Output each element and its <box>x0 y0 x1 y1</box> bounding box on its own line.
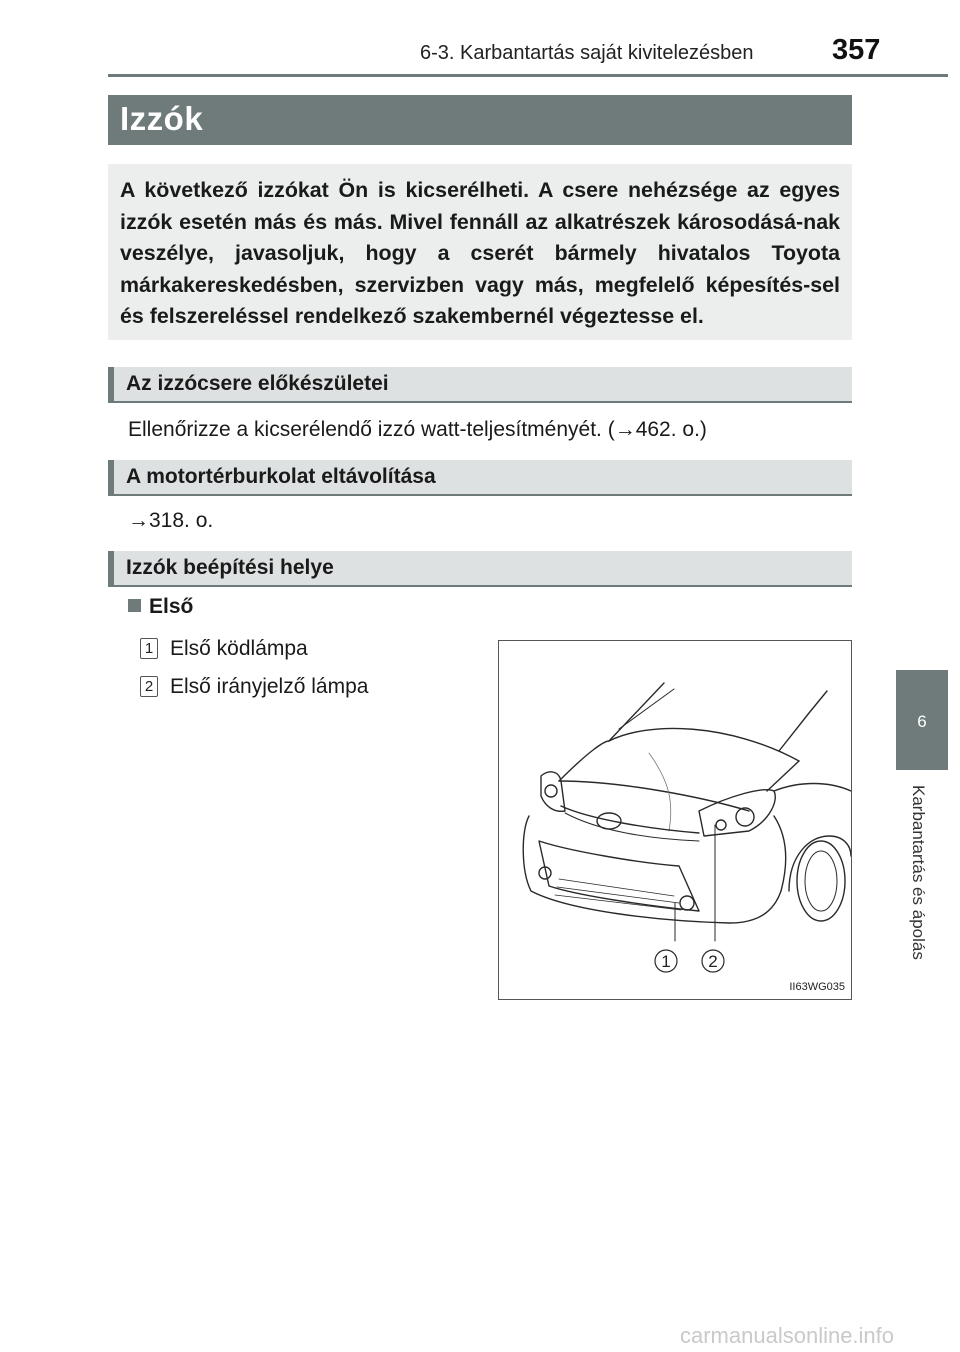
section-marker <box>108 551 114 585</box>
section-heading-bulb-locations <box>108 551 852 587</box>
chapter-side-label <box>908 785 938 995</box>
square-bullet-icon <box>128 599 141 612</box>
callout-label: 1 <box>661 952 671 971</box>
watermark: carmanualsonline.info <box>680 1323 895 1348</box>
preparation-text: Ellenőrizze a kicserélendő izzó watt-teljesítményét. (→462. o.) <box>128 418 707 441</box>
intro-box <box>108 164 852 340</box>
number-badge: 1 <box>140 638 158 659</box>
section-title: Az izzócsere előkészületei <box>126 372 389 395</box>
section-heading-preparation <box>108 367 852 403</box>
car-front-drawing <box>499 641 851 999</box>
chapter-number: 6 <box>917 712 927 731</box>
figure-code: II63WG035 <box>789 981 845 993</box>
section-title: Izzók beépítési helye <box>126 556 334 579</box>
list-item-label: Első ködlámpa <box>170 637 308 660</box>
section-marker <box>108 367 114 401</box>
front-subheading <box>128 595 193 619</box>
car-front-illustration <box>498 640 852 1000</box>
list-item-label: Első irányjelző lámpa <box>170 675 369 698</box>
chapter-tab <box>896 670 948 770</box>
header-rule <box>108 74 948 77</box>
section-title: A motortérburkolat eltávolítása <box>126 465 436 488</box>
intro-text: A következő izzókat Ön is kicserélheti. A csere nehézsége az egyes izzók esetén más és más. Mivel fennáll az alkatrészek károsodásá-nak veszélye, javasoljuk, hogy a cserét bármely hivatalos Toyota márkakereskedésben, szervizben vagy más, megfelelő képesítés-sel és felszereléssel rendelkező szakembernél végeztesse el. <box>120 178 840 329</box>
callout-label: 2 <box>708 952 718 971</box>
front-subheading-label: Első <box>149 595 194 618</box>
chapter-side-label-text: Karbantartás és ápolás <box>909 785 928 960</box>
page-title: Izzók <box>120 100 204 137</box>
list-item <box>140 675 368 699</box>
section-marker <box>108 460 114 494</box>
header-section-title: 6-3. Karbantartás saját kivitelezésben <box>420 42 754 64</box>
page-number: 357 <box>832 34 881 66</box>
title-bar <box>108 95 852 145</box>
section-heading-engine-cover <box>108 460 852 496</box>
number-badge: 2 <box>140 676 158 697</box>
list-item <box>140 637 308 661</box>
engine-cover-reference: →318. o. <box>128 509 214 532</box>
